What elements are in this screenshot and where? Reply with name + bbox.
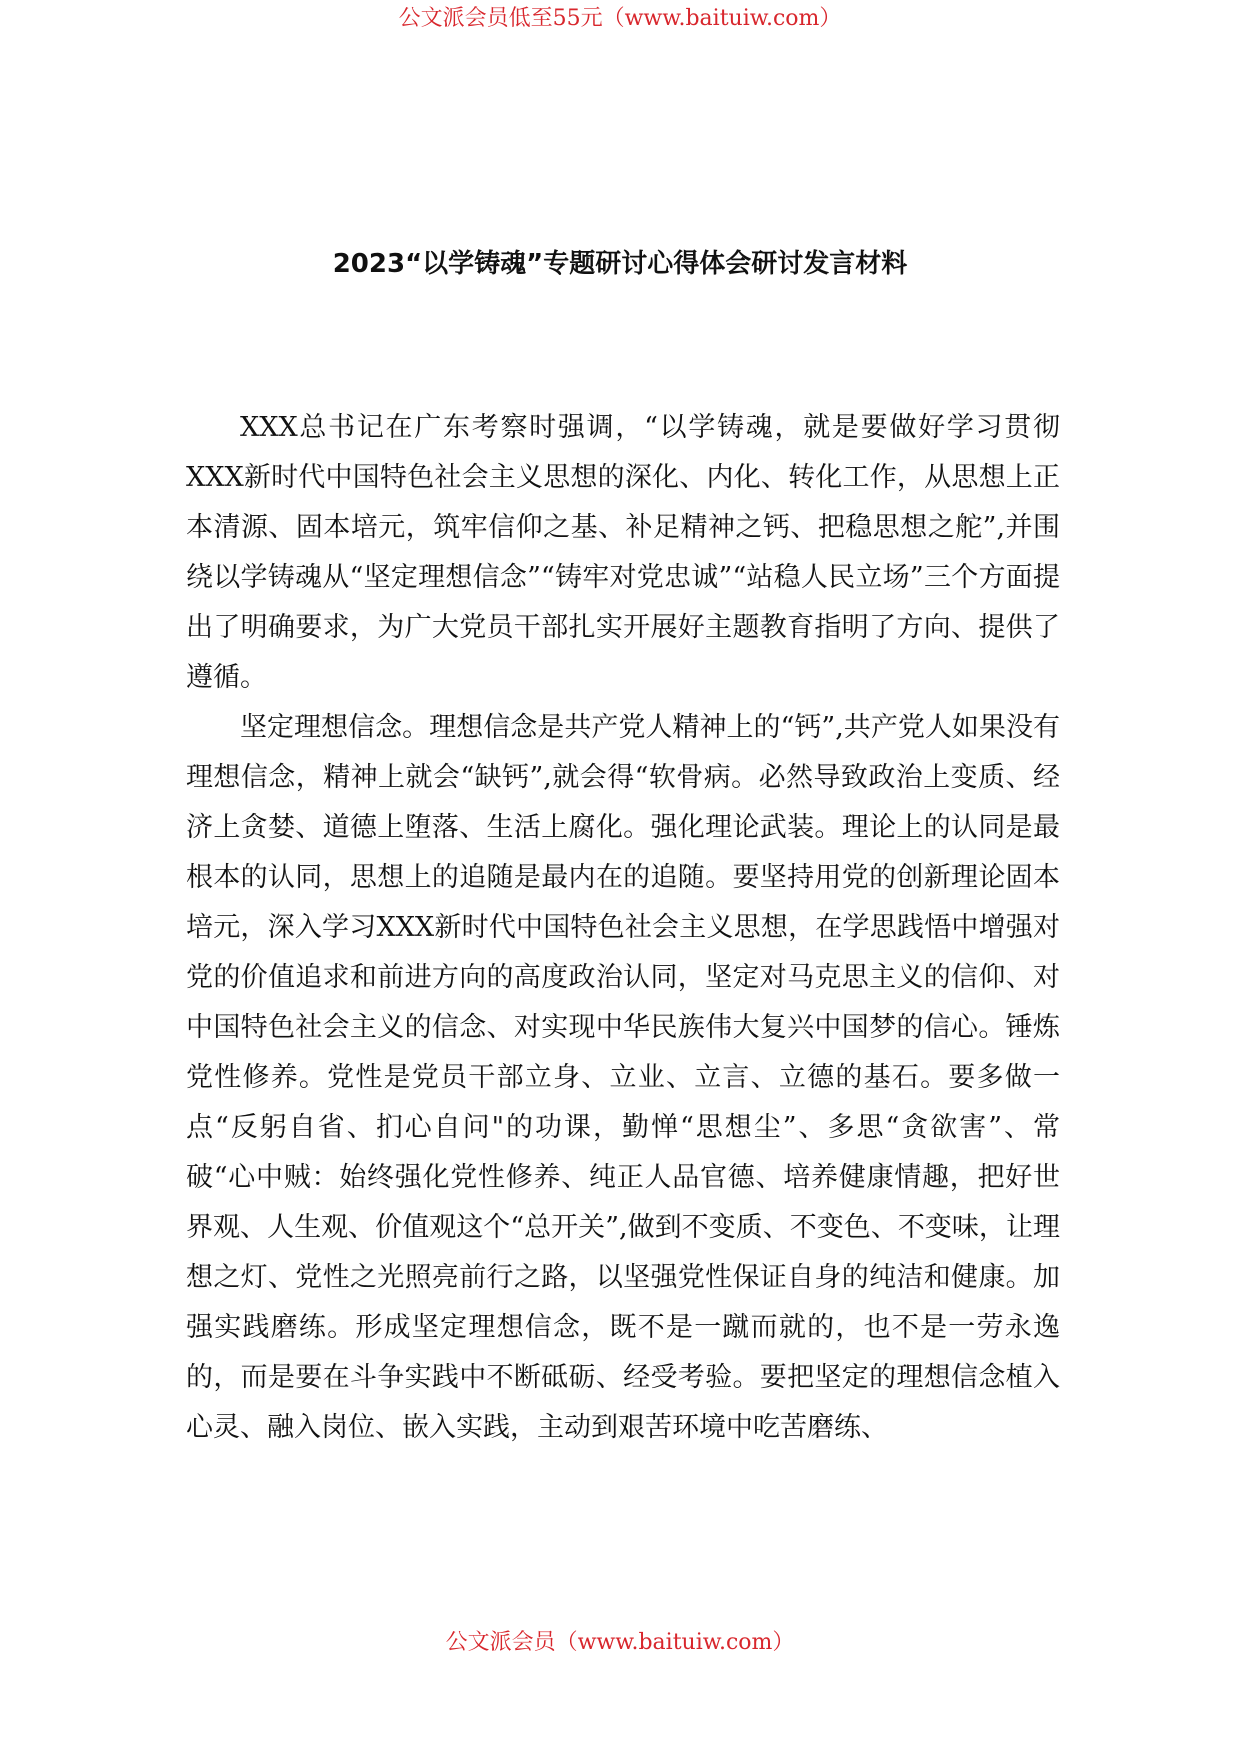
footer-banner: 公文派会员（www.baituiw.com） [445, 1630, 795, 1655]
document-body [186, 403, 1060, 1453]
paragraph-intro: XXX总书记在广东考察时强调，“以学铸魂，就是要做好学习贯彻XXX新时代中国特色社会主义思想的深化、内化、转化工作，从思想上正本清源、固本培元，筑牢信仰之基、补足精神之钙、把稳思想之舵”,并围绕以学铸魂从“坚定理想信念”“铸牢对党忠诚”“站稳人民立场”三个方面提出了明确要求，为广大党员干部扎实开展好主题教育指明了方向、提供了遵循。 [186, 412, 1060, 693]
header-banner: 公文派会员低至55元（www.baituiw.com） [398, 6, 842, 31]
paragraph-ideals: 坚定理想信念。理想信念是共产党人精神上的“钙”,共产党人如果没有理想信念，精神上就会“缺钙”,就会得“软骨病。必然导致政治上变质、经济上贪婪、道德上堕落、生活上腐化。强化理论武装。理论上的认同是最根本的认同，思想上的追随是最内在的追随。要坚持用党的创新理论固本培元，深入学习XXX新时代中国特色社会主义思想，在学思践悟中增强对党的价值追求和前进方向的高度政治认同，坚定对马克思主义的信仰、对中国特色社会主义的信念、对实现中华民族伟大复兴中国梦的信心。锤炼党性修养。党性是党员干部立身、立业、立言、立德的基石。要多做一点“反躬自省、扪心自问"的功课，勤惮“思想尘”、多思“贪欲害”、常破“心中贼：始终强化党性修养、纯正人品官德、培养健康情趣，把好世界观、人生观、价值观这个“总开关”,做到不变质、不变色、不变味，让理想之灯、党性之光照亮前行之路，以坚强党性保证自身的纯洁和健康。加强实践磨练。形成坚定理想信念，既不是一蹴而就的，也不是一劳永逸的，而是要在斗争实践中不断砥砺、经受考验。要把坚定的理想信念植入心灵、融入岗位、嵌入实践，主动到艰苦环境中吃苦磨练、 [186, 712, 1060, 1443]
document-title: 2023“以学铸魂”专题研讨心得体会研讨发言材料 [332, 249, 908, 279]
